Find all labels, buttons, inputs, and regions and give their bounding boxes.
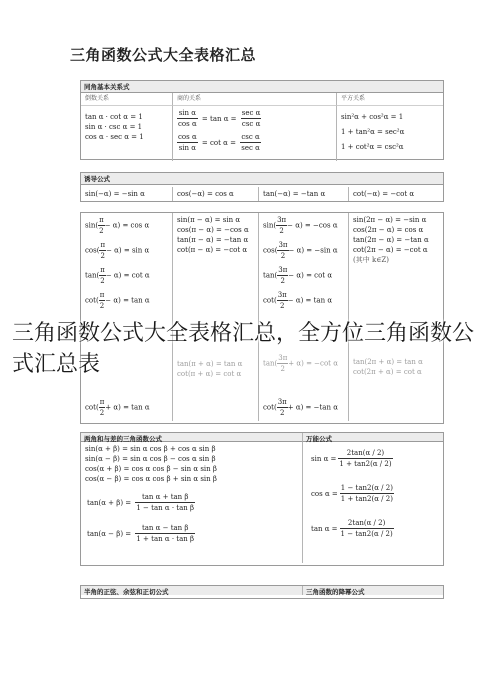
- induction-col-2pi: [349, 213, 443, 421]
- sum-difference-header: 两角和与差的三角函数公式: [81, 433, 303, 442]
- induction-formula: cos(2π − α) = cos α: [353, 226, 424, 234]
- induction-formula: cot(2π − α) = −cot α: [353, 246, 428, 254]
- universal-header: 万能公式: [303, 433, 443, 442]
- square-cell: [337, 106, 443, 161]
- parity-formula: sin(−α) = −sin α: [81, 187, 173, 201]
- reciprocal-formula: sin α · csc α = 1: [85, 123, 143, 131]
- tan-sum-formula: tan(α + β) = $\frac{\text{tan α + tan β}}{\text{1 − tan α · tan β}}$: [87, 493, 195, 512]
- induction-formula: tan( $\frac{3\pi}{2}$ − α) = cot α: [263, 266, 333, 285]
- sum-difference-cell: [81, 442, 303, 563]
- universal-formula: tan α = $\frac{2\tan(\alpha / 2)}{1 - \tan 2(\alpha / 2)}$: [311, 519, 393, 538]
- quotient-formula: $\frac{\text{sin α}}{\text{cos α}}$ = tan α = $\frac{\text{sec α}}{\text{csc α}}$: [178, 109, 261, 128]
- sum-formula: sin(α + β) = sin α cos β + cos α sin β: [85, 445, 216, 453]
- parity-formula: cos(−α) = cos α: [173, 187, 259, 201]
- induction-formula: tan(2π + α) = tan α: [353, 358, 423, 366]
- induction-formula: tan( $\frac{\pi}{2}$ − α) = cot α: [85, 266, 150, 285]
- induction-formula: cot( $\frac{\pi}{2}$ − α) = tan α: [85, 291, 150, 310]
- induction-formula: cot( $\frac{3\pi}{2}$ + α) = −tan α: [263, 398, 338, 417]
- induction-formula: cot( $\frac{3\pi}{2}$ − α) = tan α: [263, 291, 333, 310]
- induction-formula: sin( $\frac{3\pi}{2}$ − α) = −cos α: [263, 216, 338, 235]
- induction-formula: tan(π − α) = −tan α: [177, 236, 249, 244]
- power-reduction-header: 三角函数的降幂公式: [303, 586, 443, 595]
- square-formula: 1 + cot²α = csc²α: [341, 143, 404, 151]
- identity-table: [80, 80, 444, 160]
- tan-diff-formula: tan(α − β) = $\frac{\text{tan α − tan β}}{\text{1 + tan α · tan β}}$: [87, 524, 195, 543]
- sum-formula: cos(α + β) = cos α cos β − sin α sin β: [85, 465, 217, 473]
- parity-formula: cot(−α) = −cot α: [353, 189, 415, 198]
- sum-formula: sin(α − β) = sin α cos β − cos α sin β: [85, 455, 216, 463]
- reciprocal-formula: cos α · sec α = 1: [85, 133, 144, 141]
- induction-col-pi-half: [81, 213, 173, 421]
- induction-formula: cos( $\frac{3\pi}{2}$ − α) = −sin α: [263, 241, 338, 260]
- square-formula: 1 + tan²α = sec²α: [341, 128, 405, 136]
- half-angle-header: 半角的正弦、余弦和正切公式: [81, 586, 303, 595]
- quotient-cell: [173, 106, 337, 161]
- sum-formula: cos(α − β) = cos α cos β + sin α sin β: [85, 475, 217, 483]
- induction-formula: cot( $\frac{\pi}{2}$ + α) = tan α: [85, 398, 150, 417]
- parity-table: [80, 172, 444, 202]
- induction-formula: cot(2π + α) = cot α: [353, 368, 422, 376]
- induction-formula: sin(2π − α) = −sin α: [353, 216, 427, 224]
- reciprocal-cell: [81, 106, 173, 161]
- induction-col-pi: [173, 213, 259, 421]
- reciprocal-formula: tan α · cot α = 1: [85, 113, 143, 121]
- square-formula: sin²α + cos²α = 1: [341, 113, 404, 121]
- col-quotient-label: 商的关系: [173, 93, 337, 106]
- quotient-formula: $\frac{\text{cos α}}{\text{sin α}}$ = cot α = $\frac{\text{csc α}}{\text{sec α}}$: [178, 133, 260, 152]
- induction-formula: cos(π − α) = −cos α: [177, 226, 249, 234]
- overlay-caption: 三角函数公式大全表格汇总，全方位三角函数公式汇总表: [12, 321, 475, 377]
- induction-formula: sin(π − α) = sin α: [177, 216, 241, 224]
- parity-formula: tan(−α) = −tan α: [259, 187, 349, 201]
- half-angle-table: [80, 585, 444, 599]
- identity-header: 同角基本关系式: [81, 81, 443, 93]
- universal-cell: [303, 442, 443, 563]
- universal-formula: cos α = $\frac{1 - \tan 2(\alpha / 2)}{1 + \tan 2(\alpha / 2)}$: [311, 484, 393, 503]
- universal-formula: sin α = $\frac{2\tan(\alpha / 2)}{1 + \tan 2(\alpha / 2)}$: [311, 449, 392, 468]
- induction-formula: cot(π − α) = −cot α: [177, 246, 248, 254]
- col-square-label: 平方关系: [337, 93, 443, 106]
- induction-note: (其中 k∈Z): [353, 256, 389, 264]
- induction-formula: tan(π + α) = tan α: [177, 360, 243, 368]
- col-reciprocal-label: 倒数关系: [81, 93, 173, 106]
- induction-formula: tan(2π − α) = −tan α: [353, 236, 429, 244]
- induction-formula: tan( $\frac{3\pi}{2}$ + α) = −cot α: [263, 354, 338, 373]
- induction-formula: sin( $\frac{\pi}{2}$ − α) = cos α: [85, 216, 150, 235]
- induction-formula: cos( $\frac{\pi}{2}$ − α) = sin α: [85, 241, 150, 260]
- page-title: 三角函数公式大全表格汇总: [70, 46, 257, 64]
- induction-col-3pi-half: [259, 213, 349, 421]
- parity-header: 诱导公式: [81, 173, 443, 185]
- sum-difference-table: [80, 432, 444, 566]
- induction-formula: cot(π + α) = cot α: [177, 370, 242, 378]
